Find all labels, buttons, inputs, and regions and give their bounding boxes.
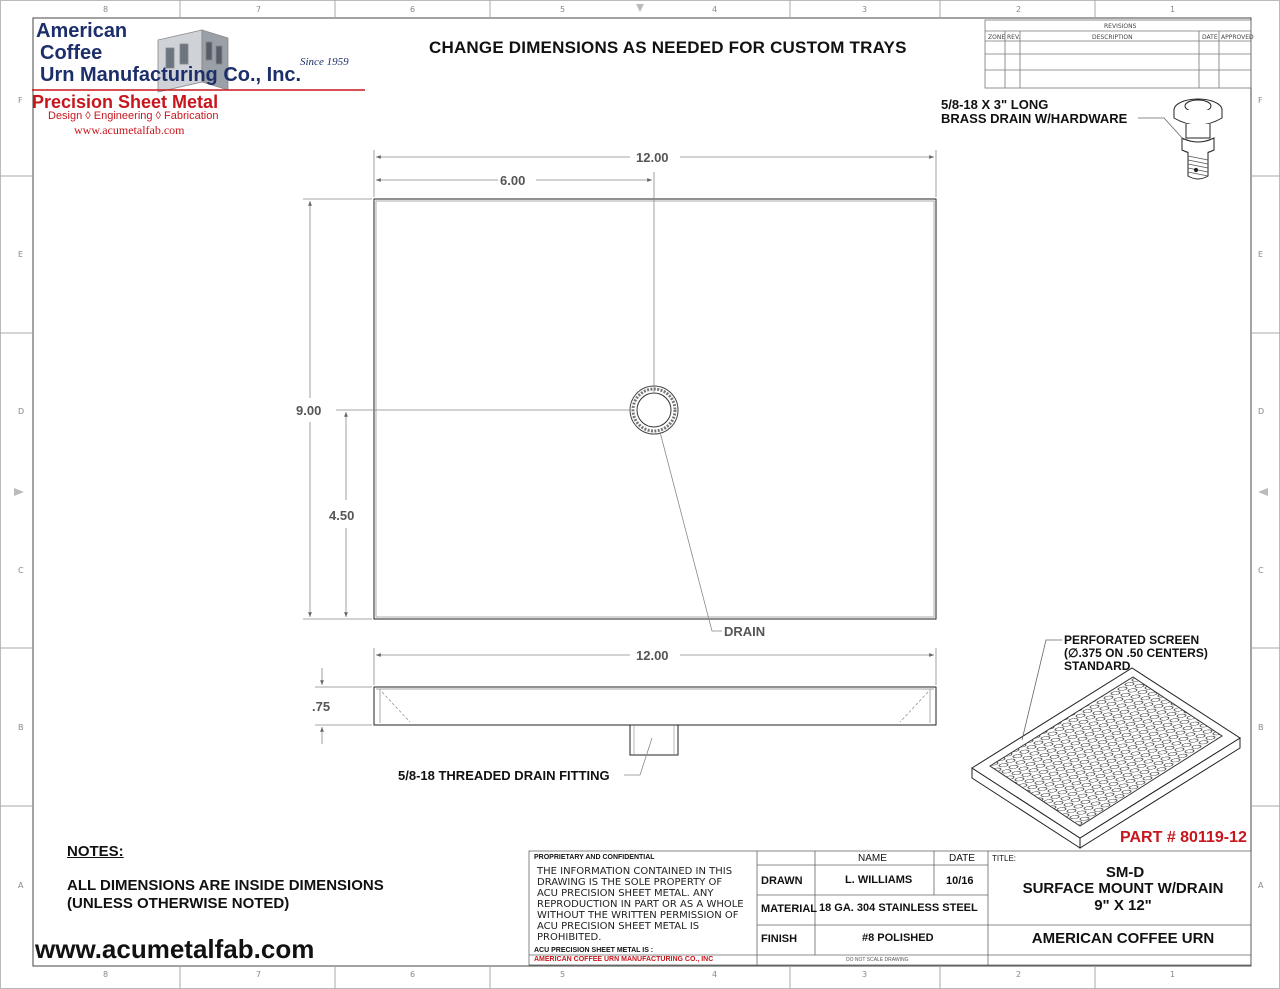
zone-label-7-bottom: 7 <box>256 970 262 979</box>
company-name: AMERICAN COFFEE URN <box>1031 930 1215 947</box>
dim-depth: .75 <box>312 699 331 714</box>
zone-label-4: 4 <box>712 5 718 14</box>
dimension-lines-top <box>303 150 936 631</box>
company-line: AMERICAN COFFEE URN MANUFACTURING CO., INC <box>534 956 714 963</box>
proprietary-line-3: ACU PRECISION SHEET METAL. ANY <box>537 888 714 899</box>
top-view-drain <box>630 386 678 434</box>
revisions-col-zone: ZONE <box>988 34 1006 41</box>
zone-label-5: 5 <box>560 5 566 14</box>
zone-label-2-bottom: 2 <box>1016 970 1022 979</box>
proprietary-line-4: REPRODUCTION IN PART OR AS A WHOLE <box>537 899 744 910</box>
logo-line-company: Urn Manufacturing Co., Inc. <box>40 64 302 86</box>
zone-label-8-bottom: 8 <box>103 970 109 979</box>
zone-label-6-bottom: 6 <box>410 970 416 979</box>
perforated-screen-illustration <box>972 668 1240 848</box>
material-value: 18 GA. 304 STAINLESS STEEL <box>819 902 978 914</box>
zone-label-6: 6 <box>410 5 416 14</box>
screen-callout-line1: PERFORATED SCREEN <box>1064 633 1200 647</box>
brass-drain-callout-line1: 5/8-18 X 3" LONG <box>941 97 1049 112</box>
zone-label-3-bottom: 3 <box>862 970 868 979</box>
revisions-table <box>985 20 1251 88</box>
notes-line2: (UNLESS OTHERWISE NOTED) <box>67 895 290 912</box>
proprietary-line-2: DRAWING IS THE SOLE PROPERTY OF <box>537 877 723 888</box>
drawn-name: L. WILLIAMS <box>845 874 913 886</box>
date-header: DATE <box>949 853 975 864</box>
dimension-lines-side <box>315 648 936 775</box>
zone-label-1: 1 <box>1170 5 1176 14</box>
drawn-date: 10/16 <box>946 875 974 887</box>
zone-label-5-bottom: 5 <box>560 970 566 979</box>
zone-label-8: 8 <box>103 5 109 14</box>
revisions-col-date: DATE <box>1202 34 1218 41</box>
zone-label-e: E <box>18 250 24 259</box>
website-url[interactable]: www.acumetalfab.com <box>35 934 315 964</box>
acu-line: ACU PRECISION SHEET METAL IS : <box>534 947 654 954</box>
zone-label-4-bottom: 4 <box>712 970 718 979</box>
revisions-col-description: DESCRIPTION <box>1092 34 1133 41</box>
logo-line-coffee: Coffee <box>40 42 103 64</box>
dim-top-width: 12.00 <box>636 150 669 165</box>
zone-label-a: A <box>18 881 24 890</box>
zone-label-3: 3 <box>862 5 868 14</box>
zone-label-2: 2 <box>1016 5 1022 14</box>
logo-line-american: American <box>36 20 128 42</box>
material-label: MATERIAL <box>761 903 818 915</box>
proprietary-heading: PROPRIETARY AND CONFIDENTIAL <box>534 854 655 861</box>
name-header: NAME <box>858 853 887 864</box>
dim-side-width: 12.00 <box>636 648 669 663</box>
drawn-label: DRAWN <box>761 875 803 887</box>
proprietary-line-7: PROHIBITED. <box>537 932 602 943</box>
dim-drain-x: 6.00 <box>500 173 526 188</box>
revisions-col-rev: REV. <box>1007 34 1021 41</box>
zone-label-a-right: A <box>1258 881 1264 890</box>
zone-label-7: 7 <box>256 5 262 14</box>
logo-services: Design ◊ Engineering ◊ Fabrication <box>48 110 219 122</box>
zone-label-d-right: D <box>1258 407 1265 416</box>
part-number: PART # 80119-12 <box>1120 829 1247 846</box>
title-line2: SURFACE MOUNT W/DRAIN <box>1022 880 1224 897</box>
logo-url[interactable]: www.acumetalfab.com <box>74 123 185 137</box>
zone-label-b-right: B <box>1258 723 1264 732</box>
side-view-tray <box>374 687 936 755</box>
notes-line1: ALL DIMENSIONS ARE INSIDE DIMENSIONS <box>67 877 384 894</box>
drain-callout: DRAIN <box>724 624 766 639</box>
title-label: TITLE: <box>992 854 1017 863</box>
dim-height: 9.00 <box>296 403 322 418</box>
revisions-title: REVISIONS <box>1104 23 1137 30</box>
screen-callout-line2: (∅.375 ON .50 CENTERS) <box>1064 646 1208 660</box>
proprietary-line-5: WITHOUT THE WRITTEN PERMISSION OF <box>537 910 739 921</box>
zone-label-b: B <box>18 723 24 732</box>
zone-label-f-right: F <box>1258 96 1263 105</box>
title-line3: 9" X 12" <box>1094 897 1152 914</box>
zone-label-e-right: E <box>1258 250 1264 259</box>
screen-callout-line3: STANDARD <box>1064 659 1131 673</box>
brass-drain-leader <box>1138 118 1184 140</box>
finish-value: #8 POLISHED <box>862 932 934 944</box>
proprietary-line-1: THE INFORMATION CONTAINED IN THIS <box>537 866 733 877</box>
dim-drain-y: 4.50 <box>329 508 355 523</box>
notes-heading: NOTES: <box>67 843 124 860</box>
revisions-col-approved: APPROVED <box>1221 34 1254 41</box>
logo-since: Since 1959 <box>300 56 349 68</box>
brass-drain-callout-line2: BRASS DRAIN W/HARDWARE <box>941 111 1128 126</box>
page-title: CHANGE DIMENSIONS AS NEEDED FOR CUSTOM TRAYS <box>429 38 907 57</box>
zone-label-d: D <box>18 407 25 416</box>
threaded-fitting-callout: 5/8-18 THREADED DRAIN FITTING <box>398 768 610 783</box>
proprietary-line-6: ACU PRECISION SHEET METAL IS <box>537 921 700 932</box>
zone-label-c-right: C <box>1258 566 1264 575</box>
zone-label-f: F <box>18 96 23 105</box>
zone-label-1-bottom: 1 <box>1170 970 1176 979</box>
zone-label-c: C <box>18 566 24 575</box>
brass-drain-illustration <box>1174 99 1222 179</box>
finish-label: FINISH <box>761 933 798 945</box>
title-line1: SM-D <box>1105 864 1145 881</box>
logo-tagline: Precision Sheet Metal <box>32 92 219 112</box>
do-not-scale: DO NOT SCALE DRAWING <box>846 957 909 963</box>
